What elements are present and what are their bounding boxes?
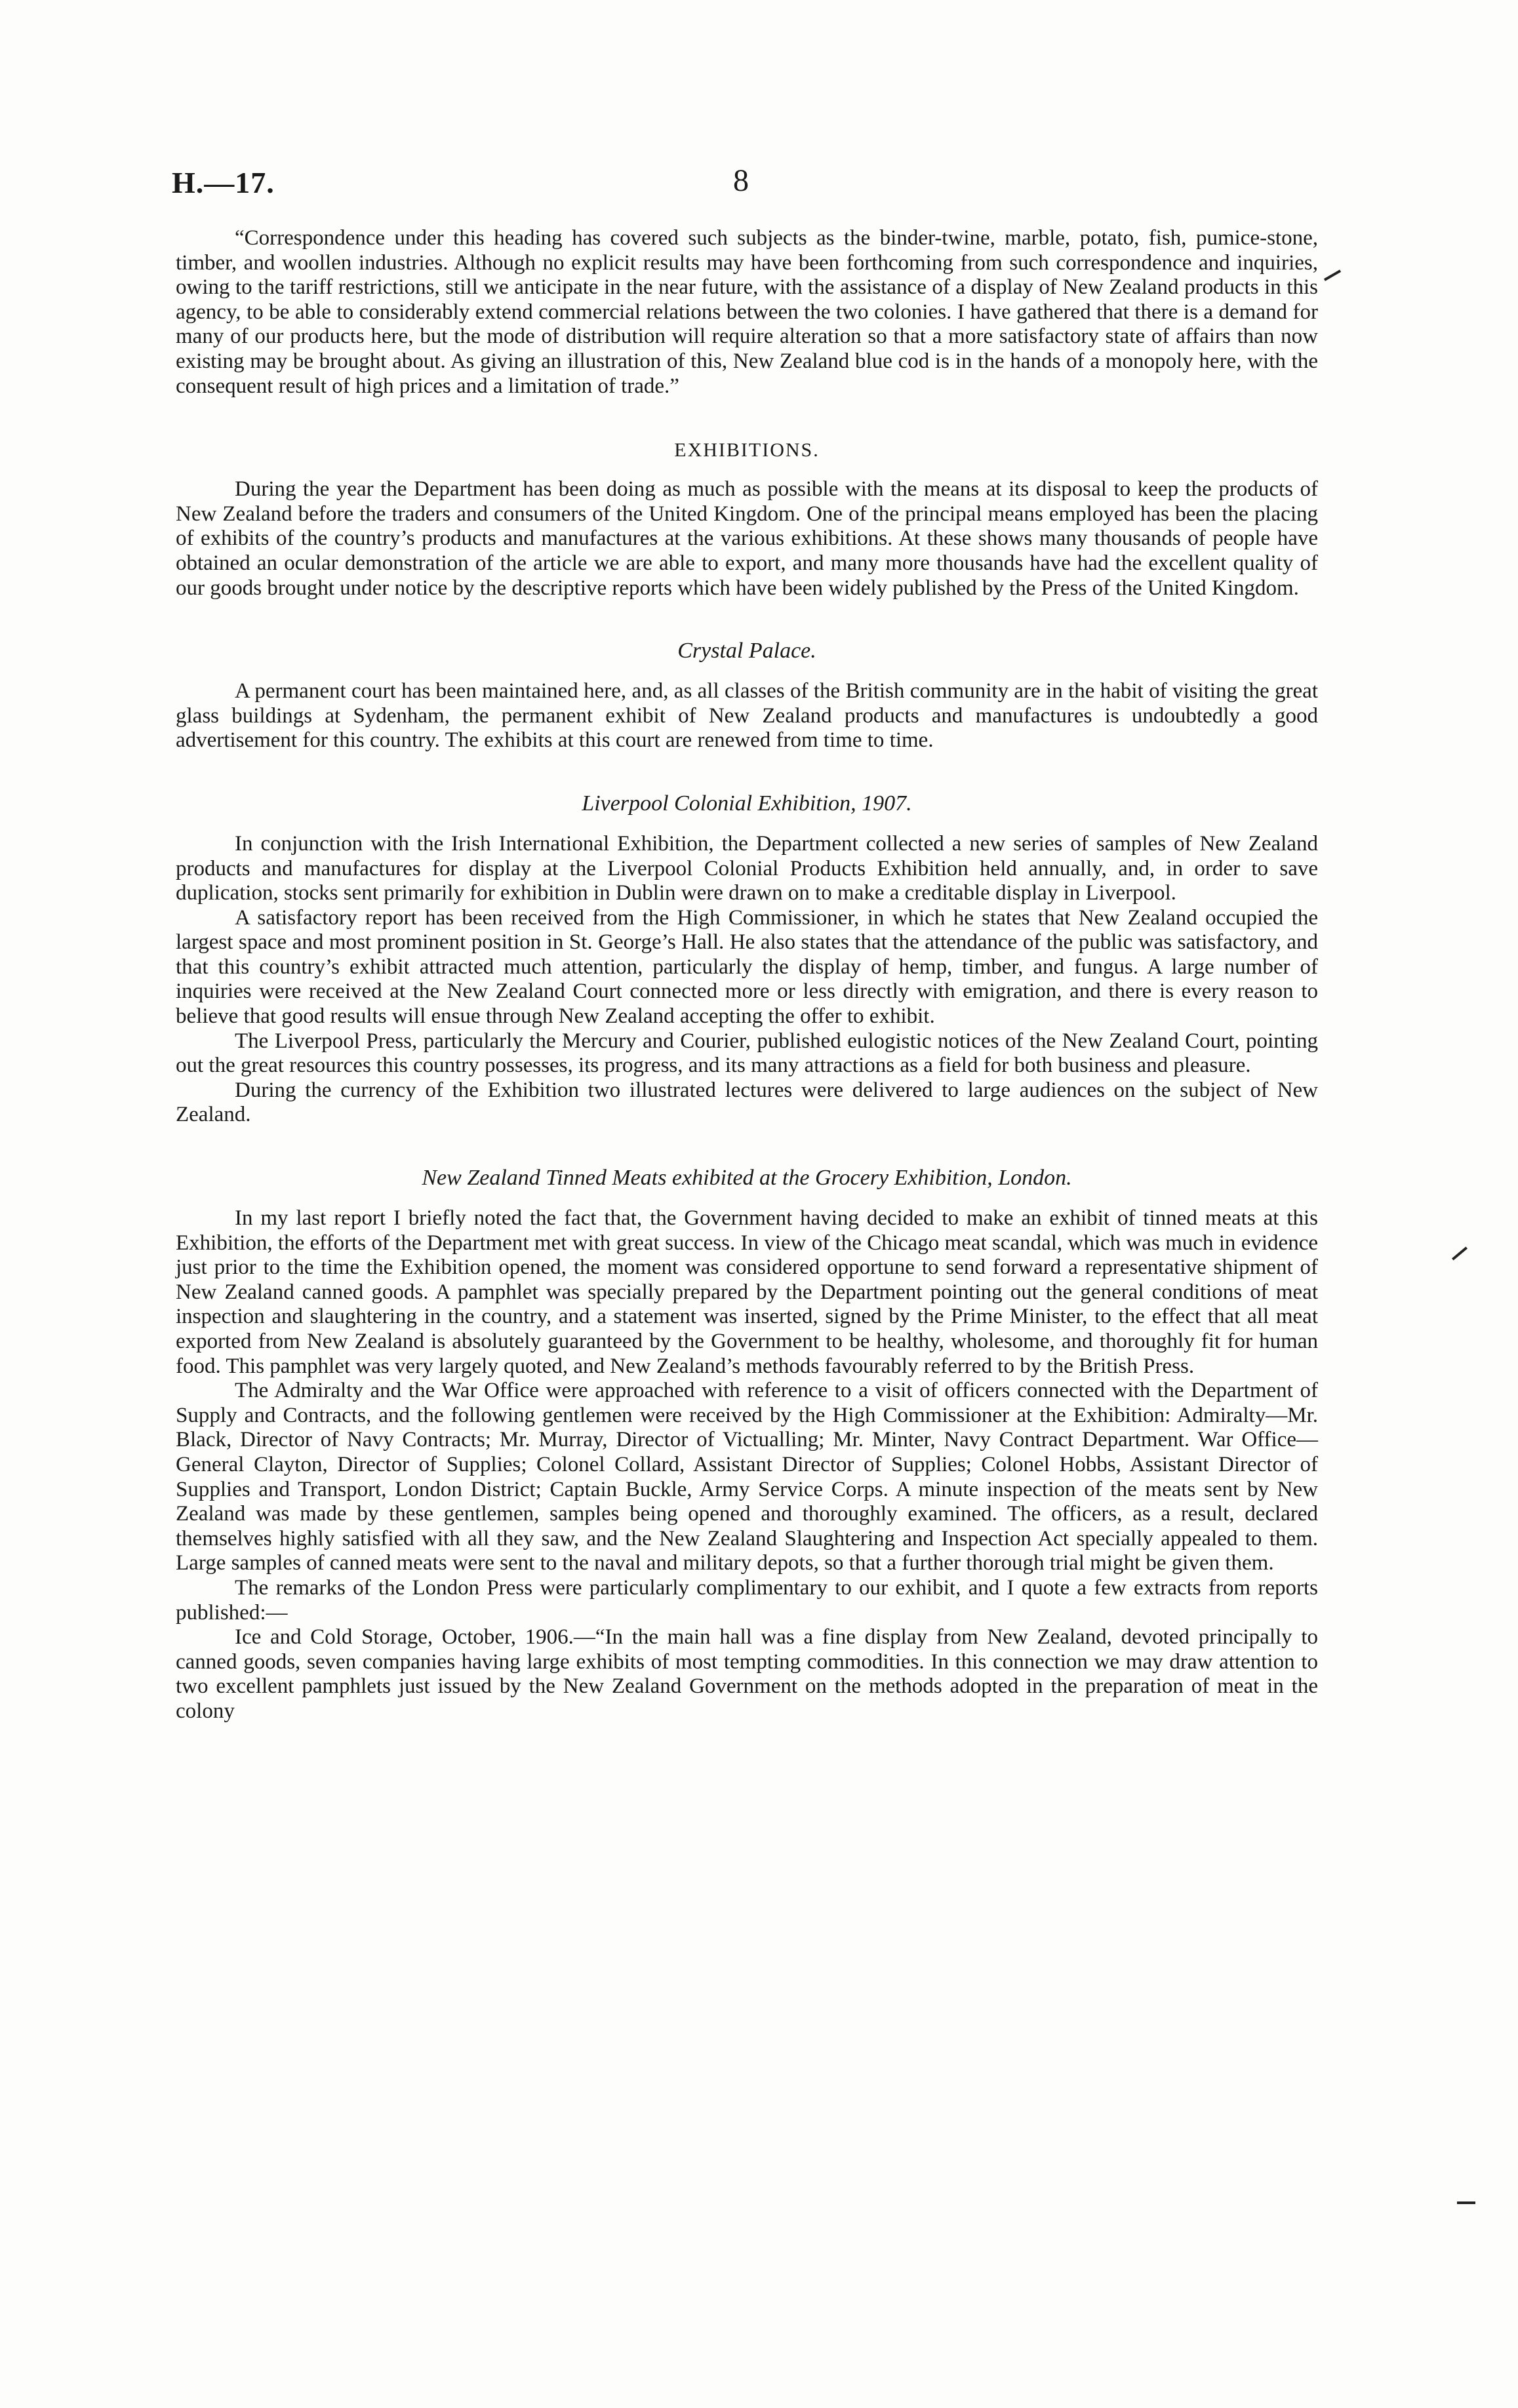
page-number: 8 bbox=[733, 163, 749, 198]
body-paragraph: “Correspondence under this heading has covered such subjects as the binder-twine, marble, potato, fish, pumice-stone, timber, and woollen industries. Although no explicit results may have been forthcoming from such correspondence and inquiries, owing to the tariff restrictions, still we anticipate in the near future, with the assistance of a display of New Zealand products in this agency, to be able to considerably extend commercial relations between the two colonies. I have gathered that there is a demand for many of our products here, but the mode of distribution will require alteration so that a more satisfactory state of affairs than now existing may be brought about. As giving an illustration of this, New Zealand blue cod is in the hands of a monopoly here, with the consequent result of high prices and a limitation of trade.” bbox=[176, 226, 1318, 398]
margin-mark bbox=[1452, 1246, 1468, 1260]
body-paragraph: A permanent court has been maintained here, and, as all classes of the British community are in the habit of visiting the great glass buildings at Sydenham, the permanent exhibit of New Zealand products and manufactures is undoubtedly a good advertisement for this country. The exhibits at this court are renewed from time to time. bbox=[176, 679, 1318, 753]
body-paragraph: During the year the Department has been doing as much as possible with the means at its disposal to keep the products of New Zealand before the traders and consumers of the United Kingdom. One of the principal means employed has been the placing of exhibits of the country’s products and manufactures at the various exhibitions. At these shows many thousands of people have obtained an ocular demonstration of the article we are able to export, and many more thousands have had the excellent quality of our goods brought under notice by the descriptive reports which have been widely published by the Press of the United Kingdom. bbox=[176, 477, 1318, 600]
section-subheading: New Zealand Tinned Meats exhibited at the Grocery Exhibition, London. bbox=[422, 1166, 1072, 1191]
body-paragraph: Ice and Cold Storage, October, 1906.—“In the main hall was a fine display from New Zealand, devoted principally to canned goods, seven companies having large exhibits of most tempting commodities. In this connection we may draw attention to two excellent pamphlets just issued by the New Zealand Government on the methods adopted in the preparation of meat in the colony bbox=[176, 1625, 1318, 1723]
document-reference: H.—17. bbox=[172, 166, 275, 199]
exhibitions-section bbox=[176, 439, 1318, 601]
document-body bbox=[176, 226, 1318, 1724]
body-paragraph: In conjunction with the Irish International Exhibition, the Department collected a new series of samples of New Zealand products and manufactures for display at the Liverpool Colonial Products Exhibition held annually, and, in order to save duplication, stocks sent primarily for exhibition in Dublin were drawn on to make a creditable display in Liverpool. bbox=[176, 831, 1318, 905]
body-paragraph: During the currency of the Exhibition two illustrated lectures were delivered to large audiences on the subject of New Zealand. bbox=[176, 1078, 1318, 1127]
tinned-meats-section bbox=[176, 1166, 1318, 1724]
body-paragraph: The Admiralty and the War Office were approached with reference to a visit of officers connected with the Department of Supply and Contracts, and the following gentlemen were received by the High Commissioner at the Exhibition: Admiralty—Mr. Black, Director of Navy Contracts; Mr. Murray, Director of Victualling; Mr. Minter, Navy Contract Department. War Office—General Clayton, Director of Supplies; Colonel Collard, Assistant Director of Supplies; Colonel Hobbs, Assistant Director of Supplies and Transport, London District; Captain Buckle, Army Service Corps. A minute inspection of the meats sent by New Zealand was made by these gentlemen, samples being opened and thoroughly examined. The officers, as a result, declared themselves highly satisfied with all they saw, and the New Zealand Slaughtering and Inspection Act specially appealed to them. Large samples of canned meats were sent to the naval and military depots, so that a further thorough trial might be given them. bbox=[176, 1379, 1318, 1575]
body-paragraph: In my last report I briefly noted the fact that, the Government having decided to make an exhibit of tinned meats at this Exhibition, the efforts of the Department met with great success. In view of the Chicago meat scandal, which was much in evidence just prior to the time the Exhibition opened, the moment was considered opportune to send forward a representative shipment of New Zealand canned goods. A pamphlet was specially prepared by the Department pointing out the general conditions of meat inspection and slaughtering in the country, and a statement was inserted, signed by the Prime Minister, to the effect that all meat exported from New Zealand is absolutely guaranteed by the Government to be healthy, wholesome, and thoroughly fit for human food. This pamphlet was very largely quoted, and New Zealand’s methods favourably referred to by the British Press. bbox=[176, 1206, 1318, 1378]
section-heading: EXHIBITIONS. bbox=[674, 439, 820, 462]
liverpool-exhibition-section bbox=[176, 791, 1318, 1128]
body-paragraph: The remarks of the London Press were particularly complimentary to our exhibit, and I quote a few extracts from reports published:— bbox=[176, 1575, 1318, 1625]
margin-mark bbox=[1324, 269, 1341, 281]
section-subheading: Crystal Palace. bbox=[677, 639, 816, 663]
body-paragraph: The Liverpool Press, particularly the Mercury and Courier, published eulogistic notices of the New Zealand Court, pointing out the great resources this country possesses, its progress, and its many attractions as a field for both business and pleasure. bbox=[176, 1029, 1318, 1078]
body-paragraph: A satisfactory report has been received from the High Commissioner, in which he states that New Zealand occupied the largest space and most prominent position in St. George’s Hall. He also states that the attendance of the public was satisfactory, and that this country’s exhibit attracted much attention, particularly the display of hemp, timber, and fungus. A large number of inquiries were received at the New Zealand Court connected more or less directly with emigration, and there is every reason to believe that good results will ensue through New Zealand accepting the offer to exhibit. bbox=[176, 905, 1318, 1029]
margin-mark bbox=[1457, 2201, 1475, 2204]
correspondence-quote-section bbox=[176, 226, 1318, 399]
crystal-palace-section bbox=[176, 639, 1318, 753]
section-subheading: Liverpool Colonial Exhibition, 1907. bbox=[582, 791, 912, 816]
